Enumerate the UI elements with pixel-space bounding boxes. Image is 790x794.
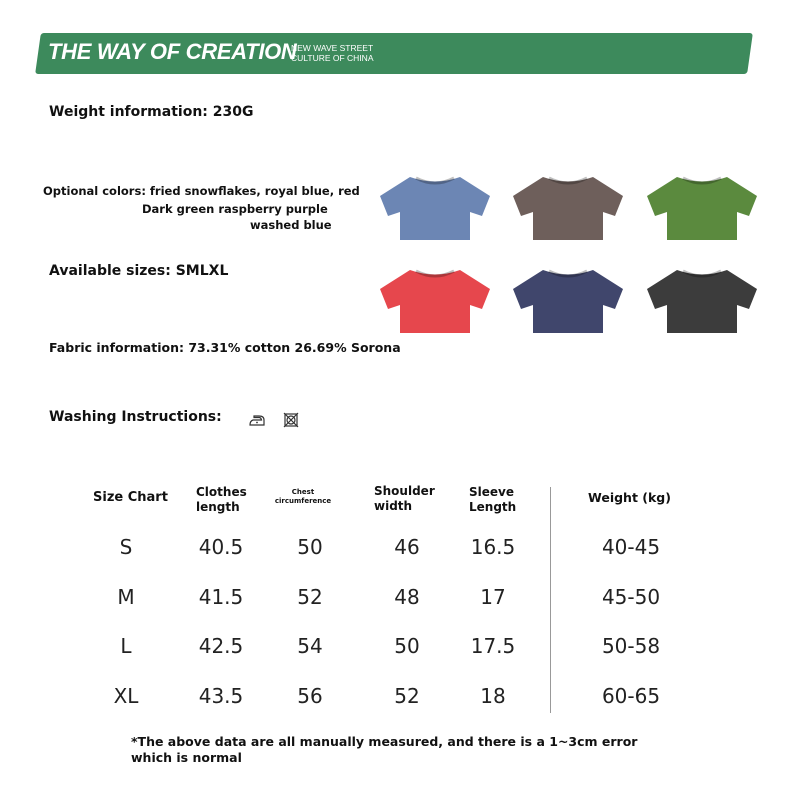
tshirt-swatch-4 [376,267,494,335]
table-cell-chest: 54 [297,634,323,658]
shoulder-width-header [374,484,435,514]
banner-subtitle-line1: NEW WAVE STREET [291,43,374,53]
clothes-length-header-line1: Clothes [196,485,247,499]
table-cell-weight: 45-50 [601,585,661,609]
table-cell-sleeve: 17.5 [470,634,516,658]
table-divider [550,487,551,713]
table-cell-length: 42.5 [198,634,244,658]
colors-info-line1: Optional colors: fried snowflakes, royal blue, red [43,184,360,198]
table-cell-shoulder: 52 [394,684,420,708]
table-cell-size: L [120,634,132,658]
table-cell-weight: 50-58 [601,634,661,658]
table-cell-sleeve: 16.5 [470,535,516,559]
table-cell-shoulder: 48 [394,585,420,609]
clothes-length-header [196,485,247,515]
table-cell-shoulder: 50 [394,634,420,658]
table-cell-chest: 52 [297,585,323,609]
colors-info-line2: Dark green raspberry purple [142,202,328,216]
weight-header: Weight (kg) [588,490,671,505]
banner-subtitle-line2: CULTURE OF CHINA [291,53,374,63]
colors-info-line3: washed blue [250,218,332,232]
size-chart-header: Size Chart [93,490,168,505]
table-cell-length: 41.5 [198,585,244,609]
table-cell-weight: 60-65 [601,684,661,708]
tshirt-swatch-5 [509,267,627,335]
table-cell-size: S [119,535,133,559]
table-cell-sleeve: 18 [480,684,506,708]
table-cell-chest: 56 [297,684,323,708]
clothes-length-header-line2: length [196,500,240,514]
sleeve-length-header [469,485,516,515]
chest-header-line2: circumference [274,497,332,505]
table-cell-size: XL [113,684,139,708]
tshirt-swatch-1 [376,174,494,242]
iron-icon [248,411,266,429]
banner-title: THE WAY OF CREATION [48,39,297,64]
table-cell-weight: 40-45 [601,535,661,559]
chest-header [270,488,336,506]
tshirt-swatch-6 [643,267,761,335]
sleeve-length-header-line1: Sleeve [469,485,514,499]
table-cell-chest: 50 [297,535,323,559]
fabric-info: Fabric information: 73.31% cotton 26.69% Sorona [49,340,401,355]
table-cell-shoulder: 46 [394,535,420,559]
tshirt-swatch-3 [643,174,761,242]
shoulder-width-header-line1: Shoulder [374,484,435,498]
table-cell-size: M [117,585,135,609]
table-cell-sleeve: 17 [480,585,506,609]
shoulder-width-header-line2: width [374,499,413,513]
tshirt-swatch-2 [509,174,627,242]
sleeve-length-header-line2: Length [469,500,517,514]
no-tumble-dry-icon [282,411,300,429]
sizes-info: Available sizes: SMLXL [49,263,229,279]
measurement-note: *The above data are all manually measured, and there is a 1~3cm error which is normal [131,734,638,765]
table-cell-length: 40.5 [198,535,244,559]
washing-label: Washing Instructions: [49,409,222,425]
table-cell-length: 43.5 [198,684,244,708]
banner-subtitle [291,43,374,63]
weight-info: Weight information: 230G [49,104,254,120]
chest-header-line1: Chest [291,488,315,496]
